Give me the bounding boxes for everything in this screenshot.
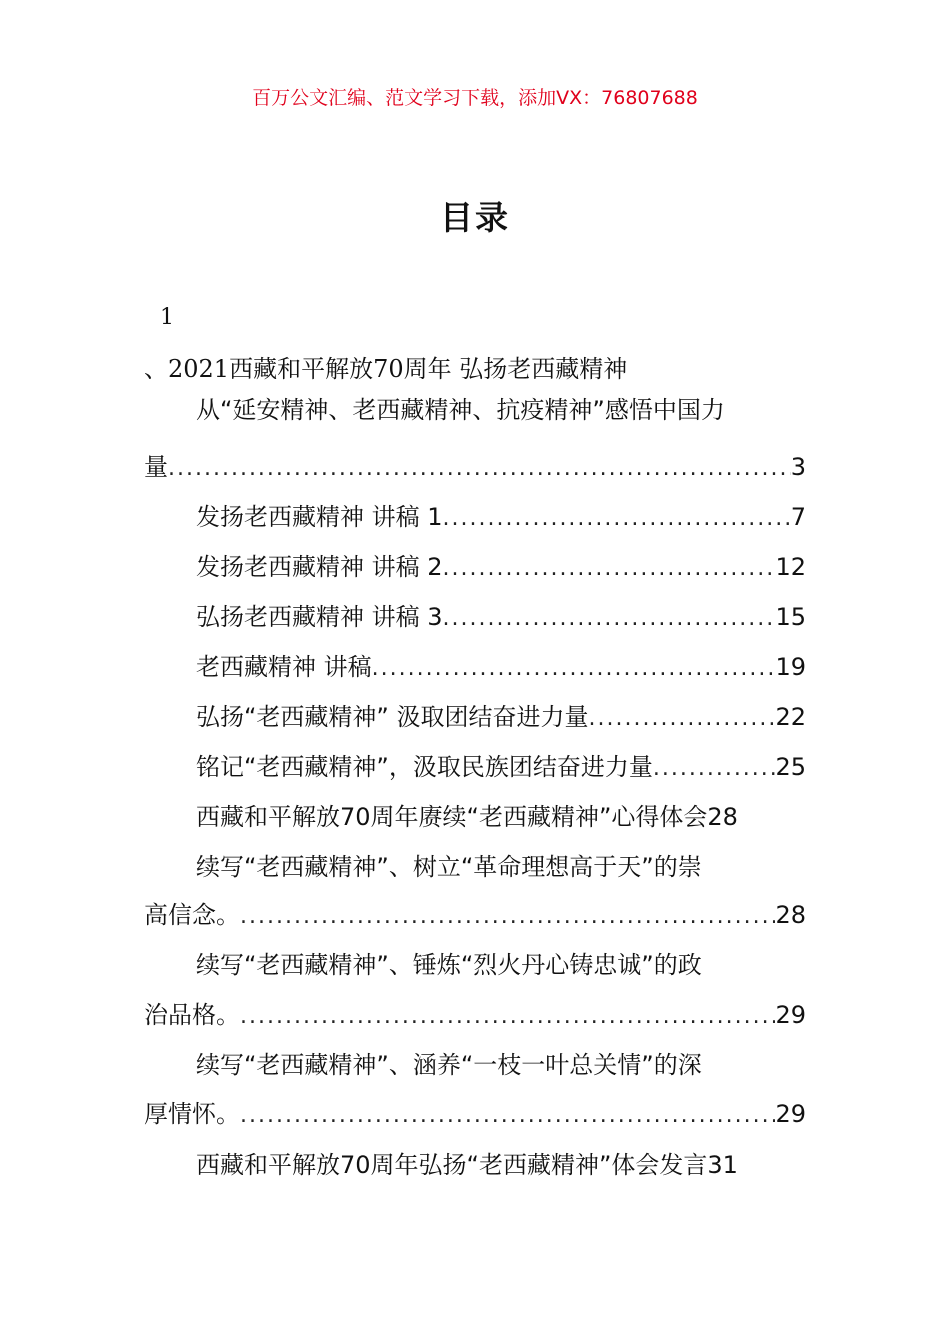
dot-leader — [443, 552, 776, 586]
toc-entry-page: 28 — [707, 803, 738, 831]
dot-leader — [240, 900, 775, 934]
toc-entry-page: 12 — [775, 553, 806, 581]
toc-entry-page: 25 — [775, 753, 806, 781]
section-part-b: 周年 弘扬老西藏精神 — [403, 355, 628, 383]
toc-entry-title: 老西藏精神 讲稿 — [196, 653, 372, 681]
toc-entry-page: 31 — [707, 1151, 738, 1179]
toc-entry[interactable] — [196, 700, 806, 734]
toc-entry-page: 7 — [790, 503, 806, 531]
toc-entry-line1[interactable] — [196, 393, 806, 427]
toc-entry-page: 29 — [775, 1001, 806, 1029]
toc-entry-page: 22 — [775, 703, 806, 731]
toc-entry-title: 铭记“老西藏精神”，汲取民族团结奋进力量 — [196, 753, 653, 781]
toc-entry[interactable] — [196, 600, 806, 634]
toc-entry-title: 治品格。 — [144, 1001, 240, 1029]
toc-entry-page: 3 — [790, 453, 806, 481]
toc-entry-page: 28 — [775, 901, 806, 929]
toc-entry-title: 高信念。 — [144, 901, 240, 929]
toc-entry[interactable] — [144, 898, 806, 932]
toc-entry-title: 厚情怀。 — [144, 1100, 240, 1128]
toc-entry-title-line1: 续写“老西藏精神”、锤炼“烈火丹心铸忠诚”的政 — [196, 951, 702, 979]
page-title: 目录 — [440, 198, 510, 237]
toc-entry-title-line1: 续写“老西藏精神”、涵养“一枝一叶总关情”的深 — [196, 1051, 702, 1079]
toc-entry-title: 西藏和平解放70周年赓续“老西藏精神”心得体会 — [196, 803, 708, 831]
dot-leader — [372, 652, 776, 686]
section-part-a: 西藏和平解放 — [229, 355, 374, 383]
toc-entry[interactable] — [196, 500, 806, 534]
toc-entry-line1[interactable] — [196, 850, 806, 884]
dot-leader — [653, 752, 776, 786]
toc-entry-page: 15 — [775, 603, 806, 631]
section-number: 1 — [160, 305, 174, 330]
toc-entry-title: 发扬老西藏精神 讲稿 1 — [196, 503, 443, 531]
toc-entry[interactable] — [196, 750, 806, 784]
toc-entry-line1[interactable] — [196, 948, 806, 982]
toc-entry[interactable] — [144, 1097, 806, 1131]
header-banner-text: 百万公文汇编、范文学习下载，添加VX：76807688 — [252, 87, 698, 109]
dot-leader — [168, 452, 791, 486]
dot-leader — [443, 502, 791, 536]
toc-entry-title: 弘扬“老西藏精神” 汲取团结奋进力量 — [196, 703, 589, 731]
section-year-number: 70 — [373, 355, 404, 383]
dot-leader — [589, 702, 776, 736]
toc-entry-title: 发扬老西藏精神 讲稿 2 — [196, 553, 443, 581]
toc-entry[interactable] — [144, 450, 806, 484]
toc-entry-page: 29 — [775, 1100, 806, 1128]
toc-entry[interactable] — [196, 800, 806, 834]
toc-entry-title-line1: 从“延安精神、老西藏精神、抗疫精神”感悟中国力 — [196, 396, 725, 424]
toc-entry-line1[interactable] — [196, 1048, 806, 1082]
section-prefix: 、2021 — [144, 355, 230, 383]
dot-leader — [240, 1099, 775, 1133]
toc-entry[interactable] — [144, 998, 806, 1032]
toc-entry-page: 19 — [775, 653, 806, 681]
toc-entry[interactable] — [196, 550, 806, 584]
toc-entry-title: 西藏和平解放70周年弘扬“老西藏精神”体会发言 — [196, 1151, 708, 1179]
toc-entry[interactable] — [196, 650, 806, 684]
dot-leader — [240, 1000, 775, 1034]
dot-leader — [443, 602, 776, 636]
toc-entry[interactable] — [196, 1148, 806, 1182]
toc-entry-title-line1: 续写“老西藏精神”、树立“革命理想高于天”的崇 — [196, 853, 702, 881]
toc-entry-title: 量 — [144, 453, 168, 481]
toc-entry-title: 弘扬老西藏精神 讲稿 3 — [196, 603, 443, 631]
